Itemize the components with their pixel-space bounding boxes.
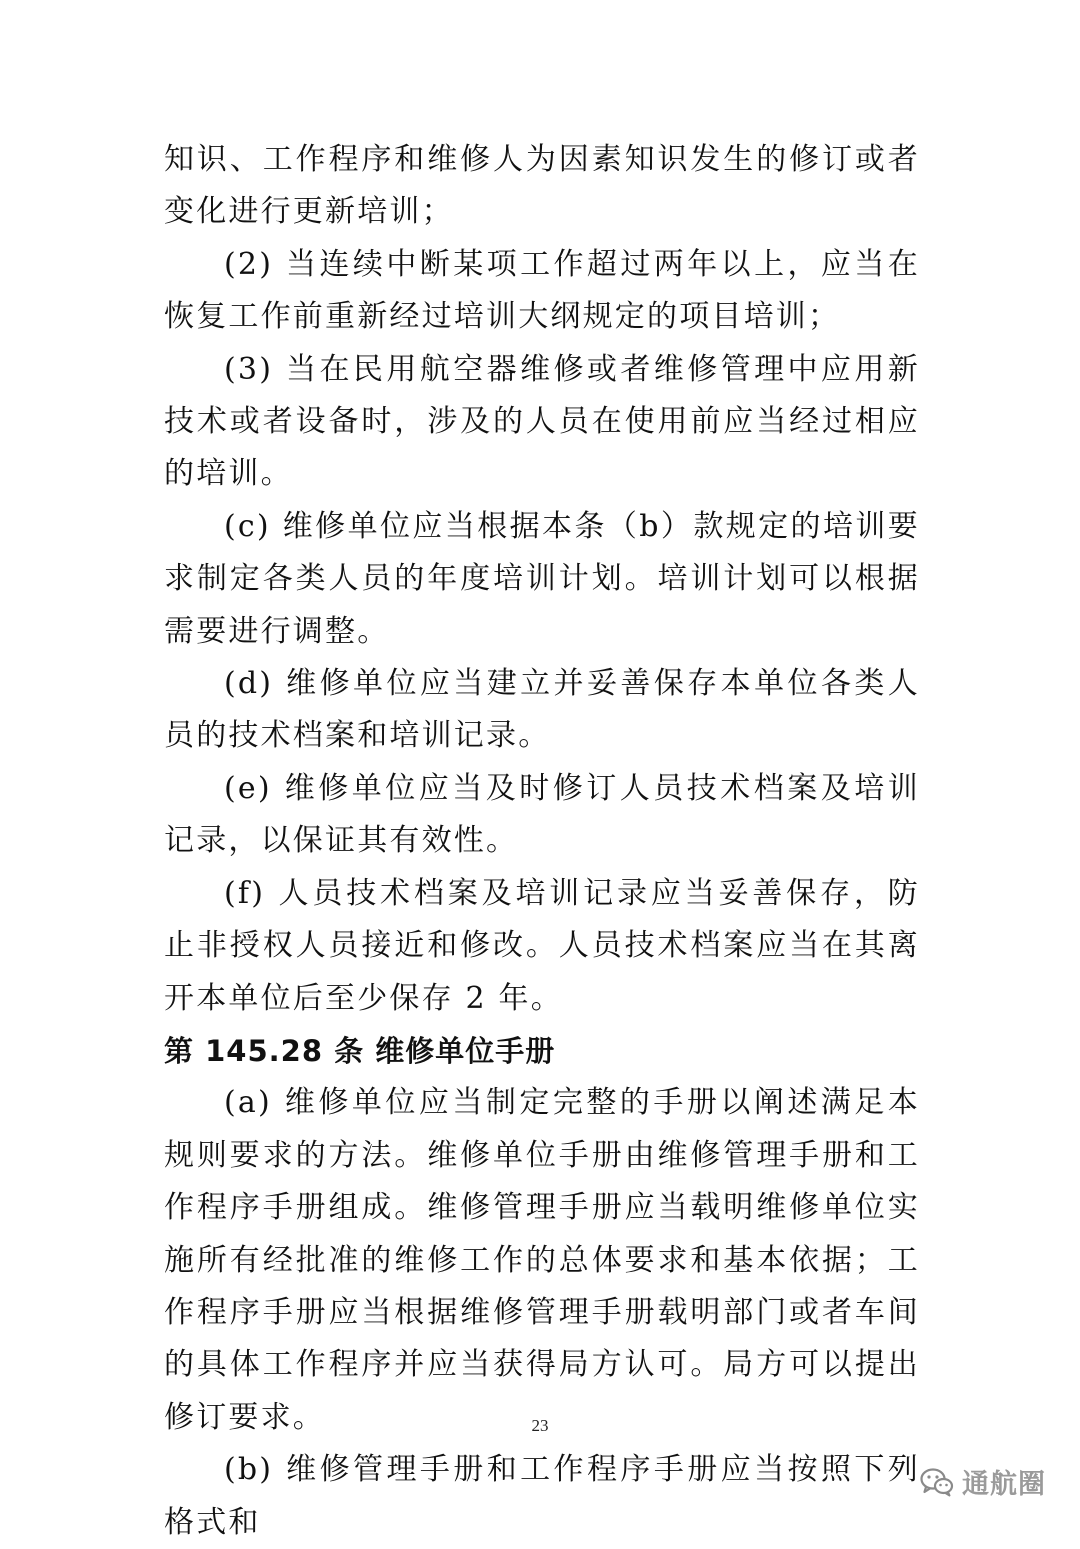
watermark [920,1462,1046,1501]
paragraph-1: 知识、工作程序和维修人为因素知识发生的修订或者变化进行更新培训； [164,142,920,230]
paragraph-7: (f) 人员技术档案及培训记录应当妥善保存，防止非授权人员接近和修改。人员技术档案应当在其离开本单位后至少保存 2 年。 [164,875,920,1016]
paragraph-5: (d) 维修单位应当建立并妥善保存本单位各类人员的技术档案和培训记录。 [164,666,920,754]
wechat-icon [920,1467,954,1497]
watermark-label: 通航圈 [962,1469,1046,1500]
page-number: 23 [531,1416,549,1435]
paragraph-4: (c) 维修单位应当根据本条（b）款规定的培训要求制定各类人员的年度培训计划。培训计划可以根据需要进行调整。 [164,508,920,649]
paragraph-3: (3) 当在民用航空器维修或者维修管理中应用新技术或者设备时，涉及的人员在使用前应当经过相应的培训。 [164,351,920,492]
section-heading: 第 145.28 条 维修单位手册 [164,1033,556,1068]
paragraph-9: (b) 维修管理手册和工作程序手册应当按照下列格式和 [164,1452,920,1540]
paragraph-2: (2) 当连续中断某项工作超过两年以上，应当在恢复工作前重新经过培训大纲规定的项目培训； [164,246,920,335]
document-body [164,134,920,1549]
paragraph-6: (e) 维修单位应当及时修订人员技术档案及培训记录，以保证其有效性。 [164,770,920,859]
paragraph-8: (a) 维修单位应当制定完整的手册以阐述满足本规则要求的方法。维修单位手册由维修管理手册和工作程序手册组成。维修管理手册应当载明维修单位实施所有经批准的维修工作的总体要求和基本依据；工作程序手册应当根据维修管理手册载明部门或者车间的具体工作程序并应当获得局方认可。局方可以提出修订要求。 [164,1085,920,1435]
